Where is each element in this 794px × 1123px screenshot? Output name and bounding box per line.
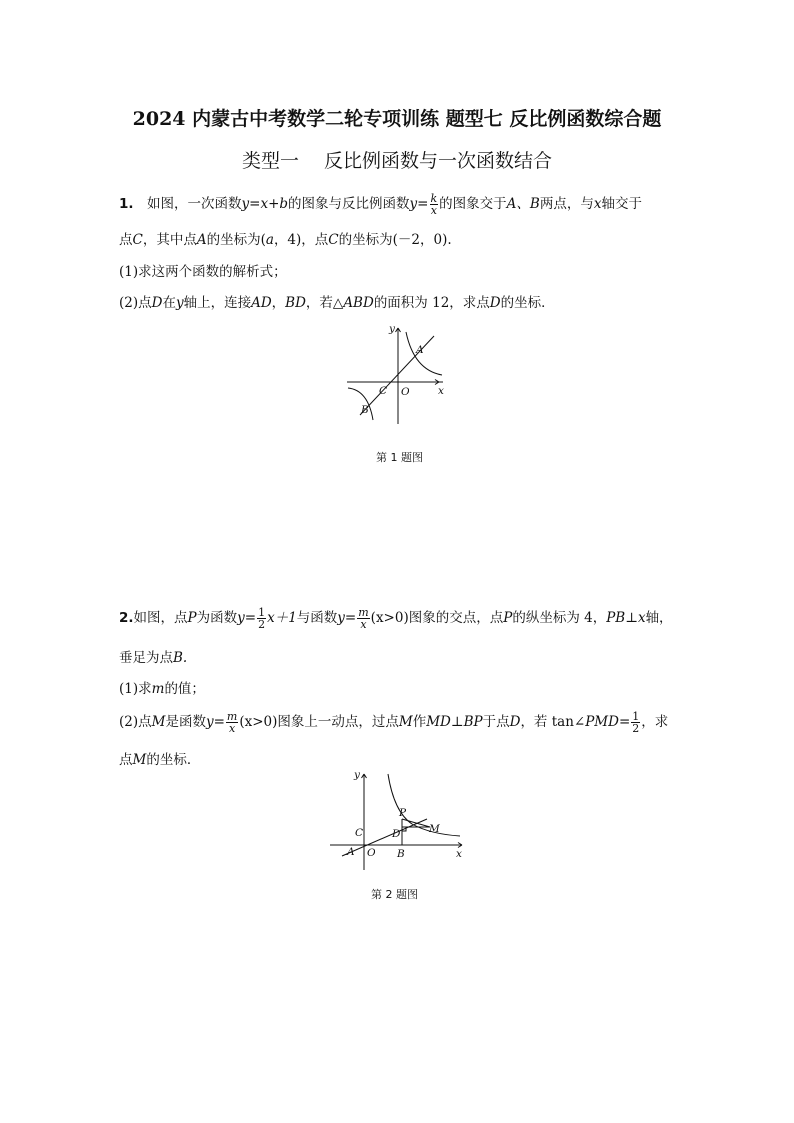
hyperbola-branch-upper bbox=[406, 332, 442, 375]
q2-line-1: 2.如图，点P为函数y= $\frac{1}{2}$ x＋1与函数y= $\frac{m}{x}$ (x>0)图象的交点，点P的纵坐标为 4，PB⊥x轴， bbox=[119, 606, 673, 631]
q2-figure bbox=[322, 766, 470, 874]
fig1-label-O: O bbox=[401, 386, 410, 398]
q1-text: 的图象与反比例函数 bbox=[288, 196, 410, 212]
q1-math: x bbox=[593, 196, 602, 212]
fig2-label-C: C bbox=[355, 827, 364, 839]
q1-part-2: (2)点D在y轴上，连接AD，BD，若△ABD的面积为 12，求点D的坐标． bbox=[119, 295, 555, 311]
q1-text: 如图，一次函数 bbox=[133, 196, 242, 212]
q2-fraction-half-2: $\frac{1}{2}$ bbox=[632, 710, 640, 735]
q1-text: 两点，与 bbox=[539, 196, 594, 212]
q1-math: y= bbox=[409, 196, 429, 212]
fig2-label-D: D bbox=[392, 828, 401, 840]
q1-number: 1. bbox=[119, 196, 134, 212]
q2-line-3: 点M的坐标． bbox=[119, 752, 201, 768]
fig2-label-A: A bbox=[347, 846, 355, 858]
page-title: 2024 内蒙古中考数学二轮专项训练 题型七 反比例函数综合题 bbox=[132, 108, 662, 130]
q2-part-2: (2)点M是函数y= $\frac{m}{x}$ (x>0)图象上一动点，过点M作MD⊥BP于点D，若 tan∠PMD= $\frac{1}{2}$ ，求 bbox=[119, 710, 669, 735]
q2-number: 2. bbox=[119, 610, 134, 626]
fig1-label-B: B bbox=[361, 404, 369, 416]
fig2-label-M: M bbox=[429, 823, 440, 835]
fig1-label-y: y bbox=[389, 323, 395, 335]
fig1-label-C: C bbox=[379, 385, 388, 397]
q1-line-2: 点C，其中点A的坐标为(a，4)，点C的坐标为(－2，0). bbox=[119, 232, 452, 248]
q1-figure bbox=[330, 318, 460, 430]
fig2-label-P: P bbox=[399, 807, 407, 819]
fig2-label-y: y bbox=[354, 769, 360, 781]
q2-caption: 第 2 题图 bbox=[371, 888, 418, 901]
q2-line-2: 垂足为点B. bbox=[119, 650, 188, 666]
fig2-label-B: B bbox=[397, 848, 405, 860]
q1-line-1 bbox=[119, 192, 642, 216]
q1-fraction: $\frac{k}{x}$ bbox=[430, 192, 438, 217]
q1-text: 的图象交于 bbox=[439, 196, 507, 212]
q1-part-1: (1)求这两个函数的解析式； bbox=[119, 264, 287, 280]
q1-caption: 第 1 题图 bbox=[376, 451, 423, 464]
q1-math: y=x+b bbox=[241, 196, 289, 212]
q2-part-1: (1)求m的值； bbox=[119, 681, 205, 697]
fig2-label-O: O bbox=[367, 847, 376, 859]
q2-fraction-mx-2: $\frac{m}{x}$ bbox=[226, 710, 238, 735]
q2-fraction-mx: $\frac{m}{x}$ bbox=[358, 606, 369, 631]
q2-fraction-half: $\frac{1}{2}$ bbox=[258, 606, 266, 631]
fig1-label-x: x bbox=[438, 385, 444, 397]
fig1-label-A: A bbox=[416, 344, 424, 356]
section-subtitle: 类型一 反比例函数与一次函数结合 bbox=[241, 150, 553, 172]
q1-math: A、B bbox=[506, 196, 540, 212]
q1-text: 轴交于 bbox=[601, 196, 642, 212]
fig2-label-x: x bbox=[456, 848, 462, 860]
